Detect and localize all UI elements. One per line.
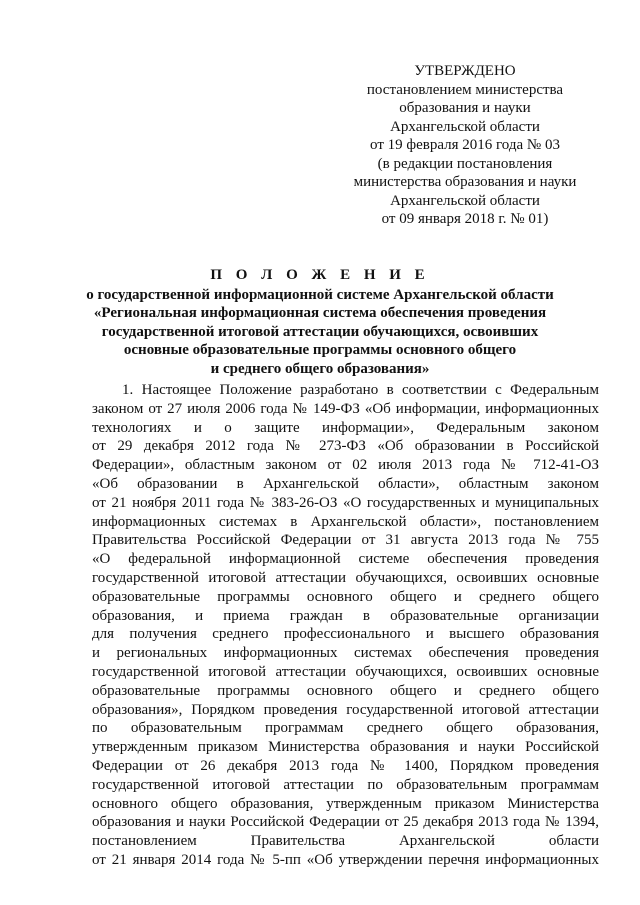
body-paragraph <box>92 381 599 870</box>
body-line: от 29 декабря 2012 года № 273-ФЗ «Об образовании в Российской <box>92 438 599 455</box>
body-line: от 21 ноября 2011 года № 383-26-ОЗ «О государственных и муниципальных <box>92 494 599 511</box>
approval-line: образования и науки <box>399 100 531 116</box>
body-line: образования, и приема граждан в образовательные организации <box>92 607 599 624</box>
body-line: образования и науки Российской Федерации от 25 декабря 2013 года № 1394, <box>92 814 599 831</box>
body-line: по образовательным программам среднего общего образования, <box>92 720 599 737</box>
approval-line: от 19 февраля 2016 года № 03 <box>370 137 560 153</box>
body-line: законом от 27 июля 2006 года № 149-ФЗ «Об информации, информационных <box>92 400 599 417</box>
title-line: основные образовательные программы основного общего <box>123 342 517 358</box>
title-line: государственной итоговой аттестации обучающихся, освоивших <box>101 323 539 340</box>
approval-line: министерства образования и науки <box>353 174 577 190</box>
body-line: государственной итоговой аттестации обучающихся, освоивших основные <box>92 663 599 680</box>
body-line: образования», Порядком проведения государственной итоговой аттестации <box>92 701 599 718</box>
title-line: «Региональная информационная система обеспечения проведения <box>93 305 547 321</box>
body-line: от 21 января 2014 года № 5-пп «Об утверждении перечня информационных <box>92 851 599 868</box>
body-line: «О федеральной информационной системе обеспечения проведения <box>92 551 599 568</box>
body-line: образовательные программы основного общего и среднего общего <box>92 682 599 699</box>
body-line: государственной итоговой аттестации обучающихся, освоивших основные <box>92 569 599 586</box>
body-line: информационных системах в Архангельской области», постановлением <box>92 513 599 530</box>
approval-line: Архангельской области <box>390 118 540 135</box>
body-line: 1. Настоящее Положение разработано в соответствии с Федеральным <box>122 382 599 398</box>
document-title: П О Л О Ж Е Н И Е <box>210 267 430 283</box>
title-line: о государственной информационной системе Архангельской области <box>86 286 554 303</box>
body-line: образовательные программы основного общего и среднего общего <box>92 588 599 605</box>
title-line: и среднего общего образования» <box>210 360 430 377</box>
body-line: Правительства Российской Федерации от 31 августа 2013 года № 755 <box>92 532 599 549</box>
body-line: Федерации от 26 декабря 2013 года № 1400, Порядком проведения <box>92 757 599 774</box>
approval-heading: УТВЕРЖДЕНО <box>414 63 516 79</box>
body-line: утвержденным приказом Министерства образования и науки Российской <box>92 739 599 756</box>
body-line: государственной итоговой аттестации по образовательным программам <box>92 776 599 793</box>
body-line: и региональных информационных системах обеспечения проведения <box>92 645 599 662</box>
approval-line: (в редакции постановления <box>377 155 553 172</box>
document-title-block <box>80 266 560 378</box>
body-line: технологиях и о защите информации», Федеральным законом <box>92 419 599 436</box>
approval-line: постановлением министерства <box>366 81 564 98</box>
body-line: Федерации», областным законом от 02 июля 2013 года № 712-41-ОЗ <box>92 457 599 474</box>
body-line: «Об образовании в Архангельской области», областным законом <box>92 475 599 492</box>
approval-stamp <box>330 62 600 229</box>
body-line: постановлением Правительства Архангельской области <box>92 833 599 850</box>
approval-line: Архангельской области <box>390 192 540 209</box>
body-line: основного общего образования, утвержденным приказом Министерства <box>92 795 599 812</box>
approval-line: от 09 января 2018 г. № 01) <box>381 211 549 227</box>
body-line: для получения среднего профессионального и высшего образования <box>92 626 599 643</box>
